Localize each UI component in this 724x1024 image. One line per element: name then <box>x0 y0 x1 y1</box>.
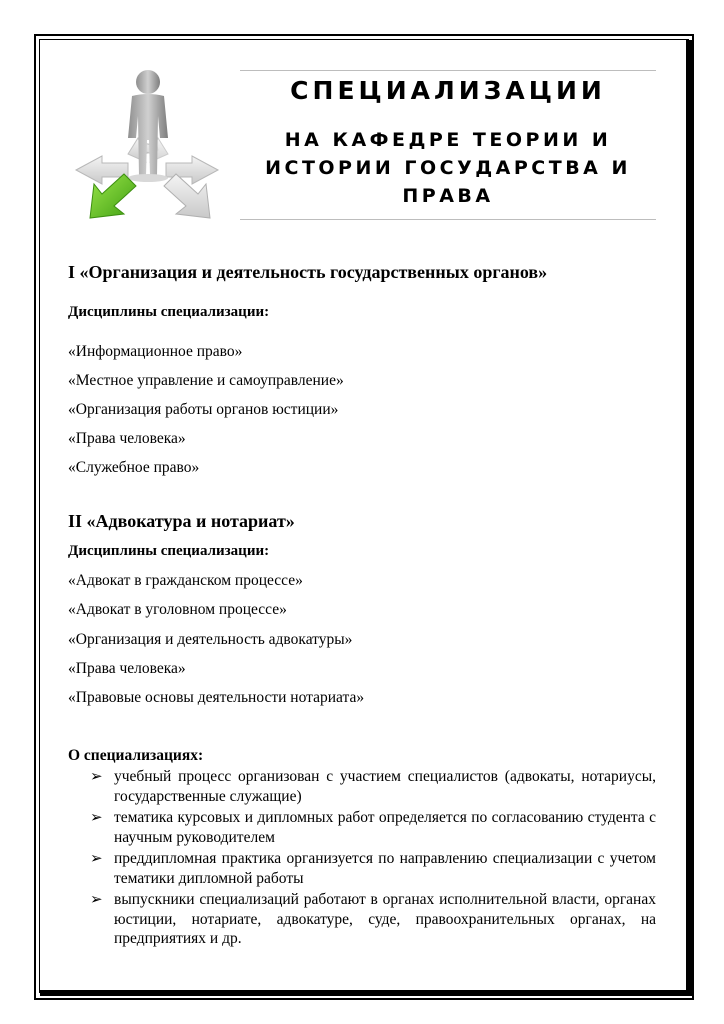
discipline-item: «Организация и деятельность адвокатуры» <box>68 631 353 648</box>
subtitle-line: ПРАВА <box>402 185 494 207</box>
discipline-item: «Адвокат в гражданском процессе» <box>68 572 303 589</box>
page-border-shadow-right <box>686 40 692 996</box>
about-list <box>90 767 656 951</box>
discipline-item: «Адвокат в уголовном процессе» <box>68 601 287 618</box>
discipline-item: «Организация работы органов юстиции» <box>68 401 339 418</box>
discipline-item: «Местное управление и самоуправление» <box>68 372 344 389</box>
discipline-item: «Служебное право» <box>68 459 200 476</box>
section-title: II «Адвокатура и нотариат» <box>68 511 295 531</box>
section-title: I «Организация и деятельность государственных органов» <box>68 262 548 282</box>
list-item-text: преддипломная практика организуется по направлению специализации с учетом тематики дипломной работы <box>114 850 656 887</box>
arrow-bullet-icon: ➢ <box>90 808 103 826</box>
section-subheading: Дисциплины специализации: <box>68 304 270 320</box>
section-subheading: Дисциплины специализации: <box>68 543 270 559</box>
page-title: СПЕЦИАЛИЗАЦИИ <box>290 76 606 105</box>
list-item-text: учебный процесс организован с участием специалистов (адвокаты, нотариусы, государственные служащие) <box>114 768 656 805</box>
page-border-shadow-bottom <box>40 990 692 996</box>
discipline-item: «Правовые основы деятельности нотариата» <box>68 689 365 706</box>
discipline-item: «Права человека» <box>68 660 186 677</box>
arrow-bullet-icon: ➢ <box>90 767 103 785</box>
list-item <box>90 849 656 888</box>
list-item <box>90 890 656 949</box>
person-with-arrows-icon <box>68 66 232 236</box>
header-rule-top <box>240 70 656 71</box>
subtitle-line: НА КАФЕДРЕ ТЕОРИИ И <box>284 129 612 151</box>
list-item-text: тематика курсовых и дипломных работ определяется по согласованию студента с научным руководителем <box>114 809 656 846</box>
list-item <box>90 808 656 847</box>
subtitle-line: ИСТОРИИ ГОСУДАРСТВА И <box>265 157 631 179</box>
header-rule-bottom <box>240 219 656 220</box>
page-subtitle <box>246 126 650 210</box>
discipline-item: «Информационное право» <box>68 343 243 360</box>
arrow-bullet-icon: ➢ <box>90 890 103 908</box>
list-item <box>90 767 656 806</box>
discipline-item: «Права человека» <box>68 430 186 447</box>
arrow-bullet-icon: ➢ <box>90 849 103 867</box>
list-item-text: выпускники специализаций работают в органах исполнительной власти, органах юстиции, нотариате, адвокатуре, суде, правоохранительных органах, на предприятиях и др. <box>114 891 656 947</box>
about-heading: О специализациях: <box>68 747 204 764</box>
